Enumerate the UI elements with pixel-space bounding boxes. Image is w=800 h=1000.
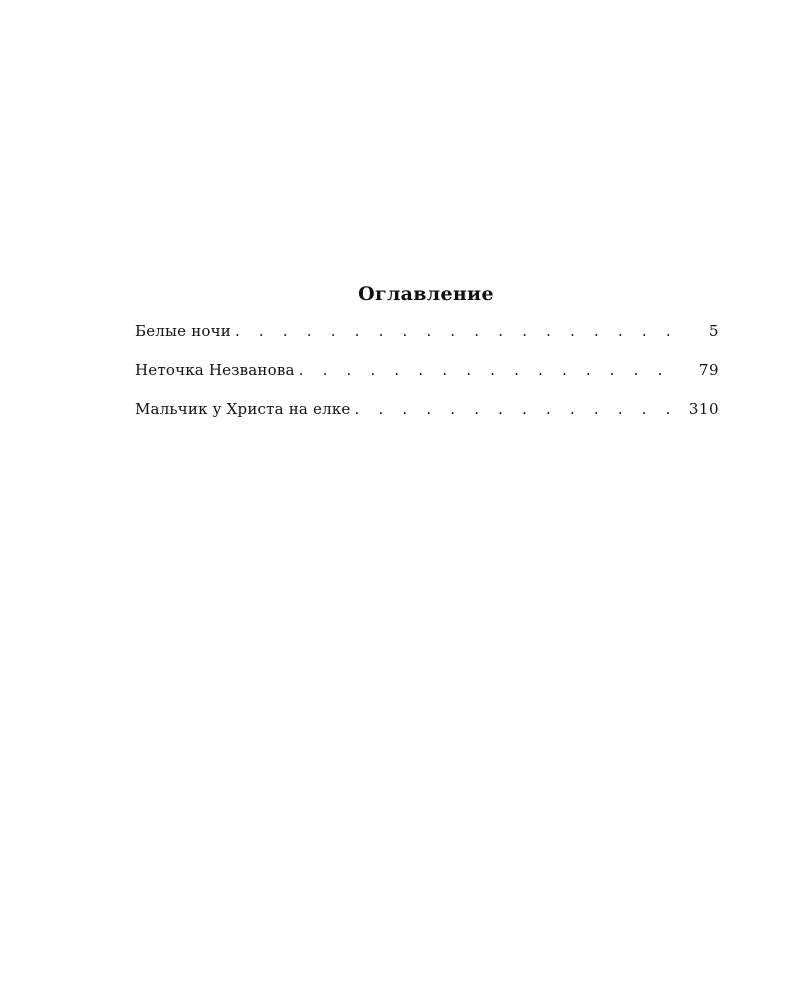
toc-entry bbox=[135, 400, 719, 439]
toc-entry-title: Неточка Незванова bbox=[135, 361, 295, 379]
toc-entry bbox=[135, 361, 719, 400]
toc-entry-title: Белые ночи bbox=[135, 322, 231, 340]
toc-page-number: 5 bbox=[708, 322, 719, 340]
toc-dot-leader bbox=[299, 361, 681, 379]
toc-page-number: 310 bbox=[688, 400, 719, 418]
toc-heading: Оглавление bbox=[358, 283, 494, 305]
toc-entry-title: Мальчик у Христа на елке bbox=[135, 400, 351, 418]
toc-page-number: 79 bbox=[698, 361, 719, 379]
toc-dot-leader bbox=[235, 322, 681, 340]
toc-entry bbox=[135, 322, 719, 361]
toc-dot-leader bbox=[355, 400, 681, 418]
toc-list bbox=[135, 322, 719, 439]
